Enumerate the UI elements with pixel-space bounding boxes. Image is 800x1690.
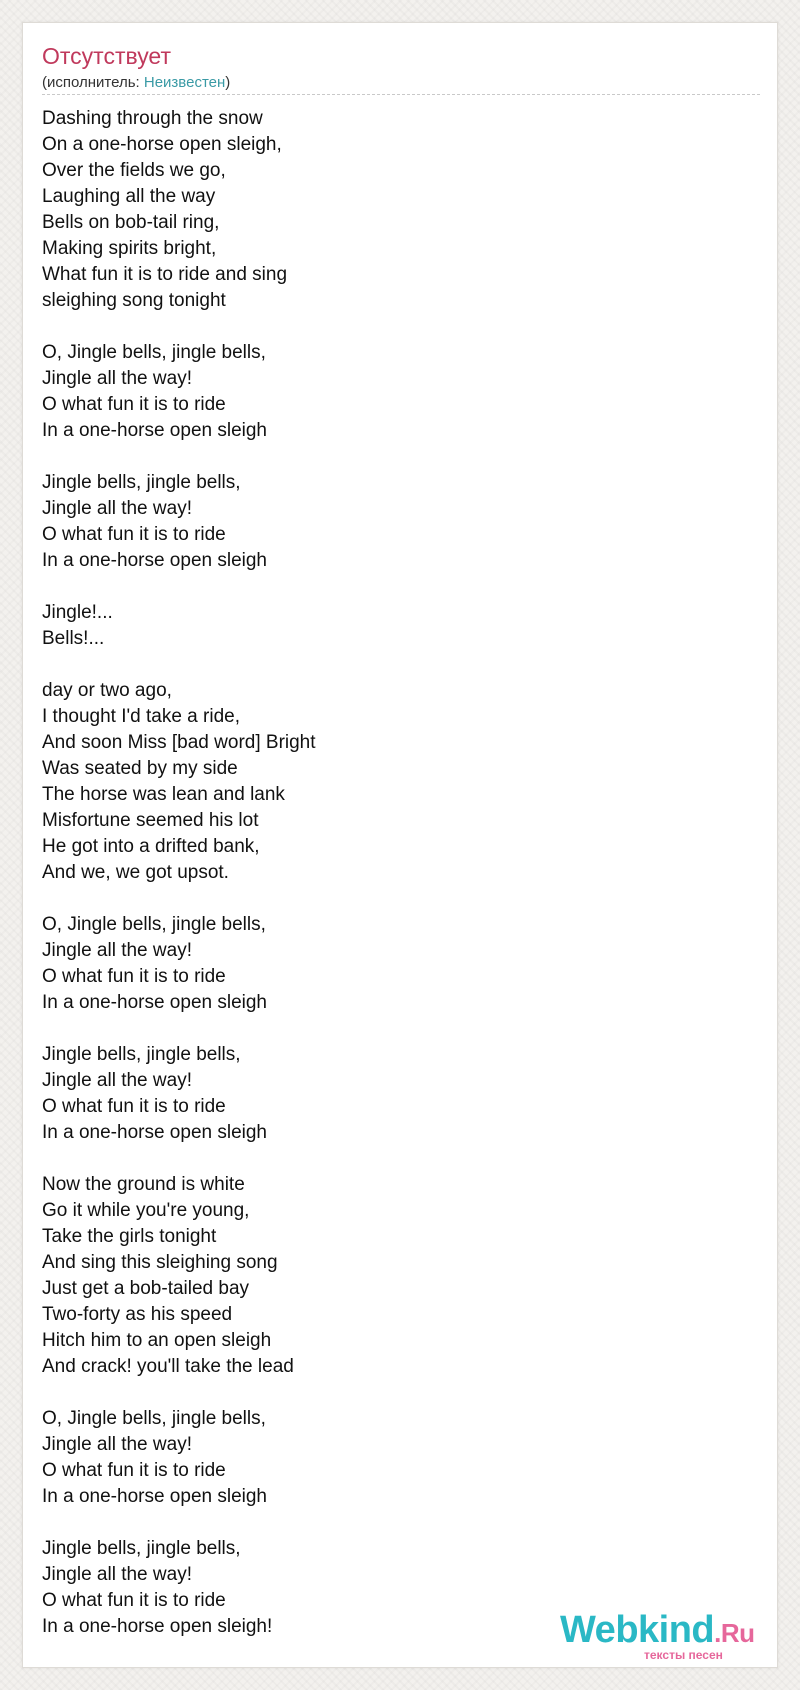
lyric-line <box>42 652 742 678</box>
lyric-line: O what fun it is to ride <box>42 1590 226 1611</box>
lyric-line: O what fun it is to ride <box>42 1096 226 1117</box>
lyrics-card <box>22 22 778 1668</box>
lyric-line: Two-forty as his speed <box>42 1304 233 1325</box>
logo-tld: .Ru <box>714 1618 755 1648</box>
lyric-line <box>42 886 742 912</box>
lyric-line: O what fun it is to ride <box>42 966 226 987</box>
lyric-line: And we, we got upsot. <box>42 862 229 883</box>
lyric-line: Go it while you're young, <box>42 1200 250 1221</box>
lyric-line <box>42 574 742 600</box>
lyric-line: Jingle all the way! <box>42 1434 192 1455</box>
lyric-line: Jingle all the way! <box>42 1564 192 1585</box>
logo-tagline: тексты песен <box>644 1648 723 1662</box>
lyric-line: O what fun it is to ride <box>42 394 226 415</box>
lyric-line: I thought I'd take a ride, <box>42 706 240 727</box>
song-title: Отсутствует <box>42 43 171 69</box>
header-divider <box>42 94 760 95</box>
artist-prefix: (исполнитель: <box>42 74 144 91</box>
lyrics-text <box>42 106 742 1640</box>
lyric-line: Jingle all the way! <box>42 940 192 961</box>
lyric-line: In a one-horse open sleigh <box>42 1486 267 1507</box>
lyric-line: Was seated by my side <box>42 758 238 779</box>
lyric-line: Jingle all the way! <box>42 498 192 519</box>
lyric-line: O what fun it is to ride <box>42 524 226 545</box>
lyric-line: Jingle bells, jingle bells, <box>42 1538 241 1559</box>
lyric-line: Laughing all the way <box>42 186 216 207</box>
lyric-line: Jingle all the way! <box>42 368 192 389</box>
lyric-line: O, Jingle bells, jingle bells, <box>42 342 266 363</box>
lyric-line: sleighing song tonight <box>42 290 226 311</box>
lyric-line: Jingle all the way! <box>42 1070 192 1091</box>
lyric-line: Jingle bells, jingle bells, <box>42 472 241 493</box>
lyric-line <box>42 1380 742 1406</box>
lyric-line: Now the ground is white <box>42 1174 245 1195</box>
lyric-line <box>42 1016 742 1042</box>
lyric-line: And soon Miss [bad word] Bright <box>42 732 316 753</box>
lyric-line: Dashing through the snow <box>42 108 263 129</box>
logo-name: Webkind <box>560 1609 715 1651</box>
lyric-line: In a one-horse open sleigh <box>42 992 267 1013</box>
lyric-line: In a one-horse open sleigh <box>42 1122 267 1143</box>
lyric-line: Making spirits bright, <box>42 238 217 259</box>
lyric-line: In a one-horse open sleigh <box>42 420 267 441</box>
lyric-line: What fun it is to ride and sing <box>42 264 288 285</box>
lyric-line: Take the girls tonight <box>42 1226 217 1247</box>
lyric-line: Bells on bob-tail ring, <box>42 212 220 233</box>
lyric-line <box>42 444 742 470</box>
lyric-line: O, Jingle bells, jingle bells, <box>42 914 266 935</box>
lyric-line: day or two ago, <box>42 680 172 701</box>
lyric-line: In a one-horse open sleigh! <box>42 1616 273 1637</box>
lyric-line: O what fun it is to ride <box>42 1460 226 1481</box>
lyric-line: And sing this sleighing song <box>42 1252 278 1273</box>
lyric-line: Hitch him to an open sleigh <box>42 1330 272 1351</box>
lyric-line: O, Jingle bells, jingle bells, <box>42 1408 266 1429</box>
artist-line <box>42 74 230 92</box>
site-logo[interactable] <box>560 1608 780 1664</box>
lyric-line: Misfortune seemed his lot <box>42 810 259 831</box>
lyric-line: Over the fields we go, <box>42 160 226 181</box>
lyric-line: And crack! you'll take the lead <box>42 1356 294 1377</box>
lyric-line <box>42 1510 742 1536</box>
lyric-line: Jingle!... <box>42 602 113 623</box>
lyric-line: Bells!... <box>42 628 105 649</box>
lyric-line <box>42 314 742 340</box>
lyric-line: Just get a bob-tailed bay <box>42 1278 250 1299</box>
lyric-line: In a one-horse open sleigh <box>42 550 267 571</box>
artist-suffix: ) <box>225 74 231 91</box>
lyric-line: He got into a drifted bank, <box>42 836 260 857</box>
lyric-line: The horse was lean and lank <box>42 784 285 805</box>
lyric-line: On a one-horse open sleigh, <box>42 134 282 155</box>
artist-link[interactable]: Неизвестен <box>143 74 226 91</box>
lyric-line: Jingle bells, jingle bells, <box>42 1044 241 1065</box>
lyric-line <box>42 1146 742 1172</box>
